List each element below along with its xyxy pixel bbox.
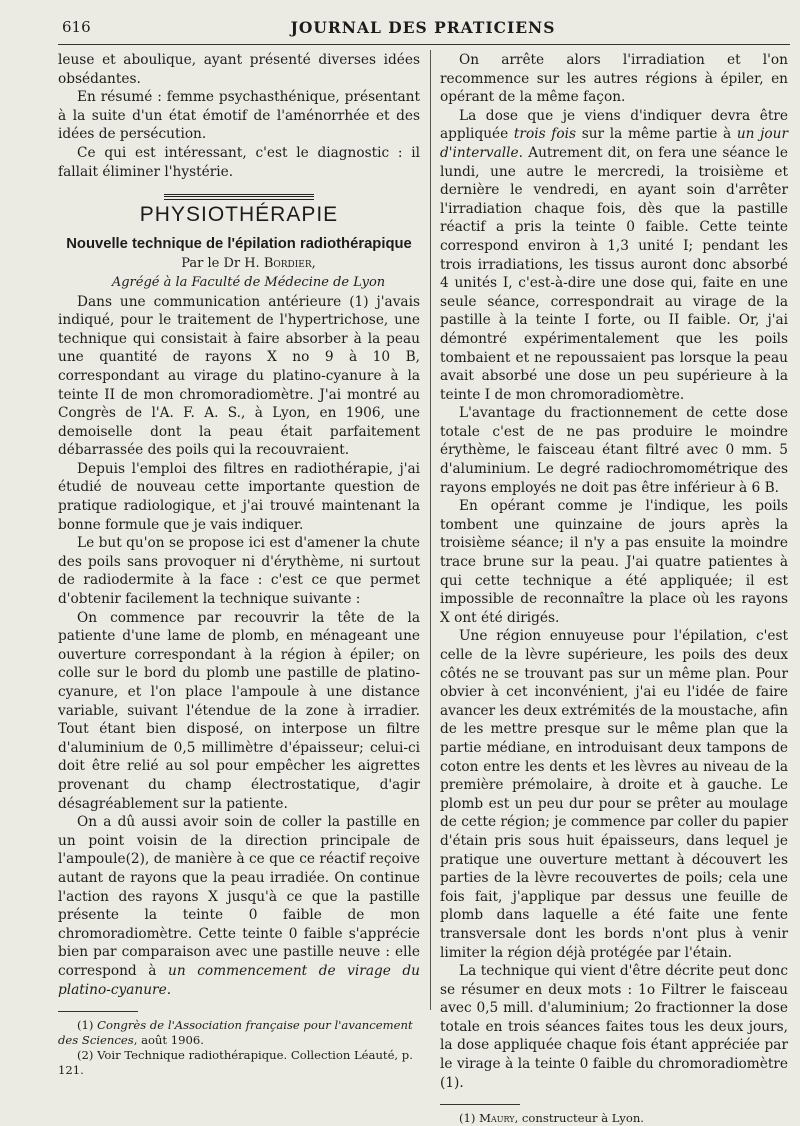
footnote-rule xyxy=(440,1104,520,1105)
paragraph: La technique qui vient d'être décrite peut donc se résumer en deux mots : 1o Filtrer le faisceau avec 0,5 mill. d'aluminium; 2o fractionner la dose totale en trois séances faites tous les deux jours, la dose appliquée chaque fois étant appréciée par le virage à la teinte 0 faible du chromoradiomètre (1). xyxy=(440,963,788,1091)
paragraph-text: Autrement dit, on fera une séance le lundi, une autre le mercredi, la troisième et dernière le vendredi, en ayant soin d'arrêter l'irradiation chaque fois, dès que la pastille réactif a pris la teinte 0 faible. Cette teinte correspond environ à 1,3 unité I; pendant les trois irradiations, les tissus auront donc absorbé 4 unités I, c'est-à-dire une dose qui, faite en une seule séance, correspondrait au virage de la pastille à la teinte I forte, ou II faible. Or, j'ai démontré expérimentalement que les poils tombaient et ne repoussaient pas lorsque la peau avait absorbé une dose un peu supérieure à la teinte I de mon chromoradiomètre. xyxy=(440,144,788,403)
paragraph: leuse et aboulique, ayant présenté diverses idées obsédantes. xyxy=(58,52,420,87)
author-affiliation: Agrégé à la Faculté de Médecine de Lyon xyxy=(111,274,386,290)
byline-prefix: Par le Dr xyxy=(181,256,245,272)
paragraph: On arrête alors l'irradiation et l'on recommence sur les autres régions à épiler, en opérant de la même façon. xyxy=(440,52,788,106)
footnote-name: Maury xyxy=(479,1111,515,1126)
paragraph: Ce qui est intéressant, c'est le diagnostic : il fallait éliminer l'hystérie. xyxy=(58,144,420,180)
paragraph xyxy=(58,813,420,999)
paragraph: L'avantage du fractionnement de cette dose totale c'est de ne pas produire le moindre érythème, le faisceau étant filtré avec 0 mm. 5 d'aluminium. Le degré radiochromométrique des rayons employés ne doit pas être inférieur à 6 B. xyxy=(440,405,788,496)
author-name: H. Bordier, xyxy=(244,256,316,272)
footnote-rule xyxy=(58,1011,138,1012)
column-divider xyxy=(430,50,431,1010)
journal-title: JOURNAL DES PRATICIENS xyxy=(290,18,556,37)
header-rule xyxy=(58,44,790,45)
footnote xyxy=(58,1018,420,1048)
section-separator xyxy=(164,194,314,200)
footnote: (2) Voir Technique radiothérapique. Collection Léauté, p. 121. xyxy=(58,1048,413,1078)
paragraph: On commence par recouvrir la tête de la patiente d'une lame de plomb, en ménageant une ouverture correspondant à la région à épiler; on colle sur le bord du plomb une pastille de platino-cyanure, et l'on place l'ampoule à une distance variable, suivant l'étendue de la zone à irradier. Tout étant bien disposé, on interpose un filtre d'aluminium de 0,5 millimètre d'épaisseur; celui-ci doit être relié au sol pour empêcher les aigrettes provenant du champ électrostatique, d'agir désagréablement sur la patiente. xyxy=(58,609,420,812)
footnote-text: , constructeur à Lyon. xyxy=(514,1111,644,1126)
byline xyxy=(58,255,420,274)
page-header xyxy=(58,12,788,42)
left-column xyxy=(58,51,420,1078)
paragraph-emphasis: trois fois xyxy=(513,126,577,143)
footnote-text: , août 1906. xyxy=(133,1033,204,1048)
paragraph: Dans une communication antérieure (1) j'avais indiqué, pour le traitement de l'hypertrichose, une technique qui consistait à faire absorber à la peau une quantité de rayons X no 9 à 10 B, correspondant au virage du platino-cyanure à la teinte II de mon chromoradiomètre. J'ai montré au Congrès de l'A. F. A. S., à Lyon, en 1906, une demoiselle dont la peau était parfaitement débarrassée des poils qui la recouvraient. xyxy=(58,293,420,459)
paragraph xyxy=(440,107,788,405)
paragraph-emphasis: un commencement de virage du platino-cyanure. xyxy=(58,962,421,998)
footnote-marker: (1) xyxy=(459,1111,480,1126)
paragraph-text: La dose que je viens d'indiquer devra être appliquée xyxy=(440,107,788,143)
paragraph: Une région ennuyeuse pour l'épilation, c'est celle de la lèvre supérieure, les poils des deux côtés ne se trouvant pas sur un même plan. Pour obvier à cet inconvénient, j'ai eu l'idée de faire avancer les deux extrémités de la moustache, afin de les mettre presque sur le même plan que la partie médiane, en introduisant deux tampons de coton entre les dents et les lèvres au niveau de la première prémolaire, à droite et à gauche. Le plomb est un peu dur pour se prêter au moulage de cette région; je commence par coller du papier d'étain pris sous huit épaisseurs, dans lequel je pratique une ouverture mettant à découvert les parties de la lèvre recouvertes de poils; cela une fois fait, j'applique par dessus une feuille de plomb dans laquelle a été faite une fente transversale dont les bords n'ont plus à venir limiter la région déjà protégée par l'étain. xyxy=(440,628,788,961)
article-title: Nouvelle technique de l'épilation radiothérapique xyxy=(66,235,412,252)
footnote-marker: (1) xyxy=(77,1018,98,1033)
paragraph-text: On a dû aussi avoir soin de coller la pastille en un point voisin de la direction principale de l'ampoule(2), de manière à ce que ce réactif reçoive autant de rayons que la peau irradiée. On continue l'action des rayons X jusqu'à ce que la pastille présente la teinte 0 faible de mon chromoradiomètre. Cette teinte 0 faible s'apprécie bien par comparaison avec une pastille neuve : elle correspond à xyxy=(58,814,420,979)
paragraph: Le but qu'on se propose ici est d'amener la chute des poils sans provoquer ni d'érythème, ni surtout de radiodermite à la face : c'est ce que permet d'obtenir facilement la technique suivante : xyxy=(58,535,420,608)
section-title: PHYSIOTHÉRAPIE xyxy=(139,203,339,227)
paragraph: En résumé : femme psychasthénique, présentant à la suite d'un état émotif de l'aménorrhée et des idées de persécution. xyxy=(58,89,420,143)
paragraph-text: sur la même partie à xyxy=(576,126,737,143)
paragraph: En opérant comme je l'indique, les poils tombent une quinzaine de jours après la troisième séance; il n'y a pas ensuite la moindre trace brune sur la peau. J'ai quatre patientes à qui cette technique a été appliquée; il est impossible de reconnaître la place où les rayons X ont été dirigés. xyxy=(440,498,788,626)
footnote xyxy=(440,1111,788,1126)
paragraph: Depuis l'emploi des filtres en radiothérapie, j'ai étudié de nouveau cette importante question de pratique radiologique, et j'ai trouvé maintenant la bonne formule que je vais indiquer. xyxy=(58,460,420,533)
right-column xyxy=(440,51,788,1126)
paragraph-emphasis: un jour d'intervalle. xyxy=(440,126,789,161)
footnote-italic: Congrès de l'Association française pour l'avancement des Sciences xyxy=(58,1018,413,1048)
page-number: 616 xyxy=(62,18,91,36)
